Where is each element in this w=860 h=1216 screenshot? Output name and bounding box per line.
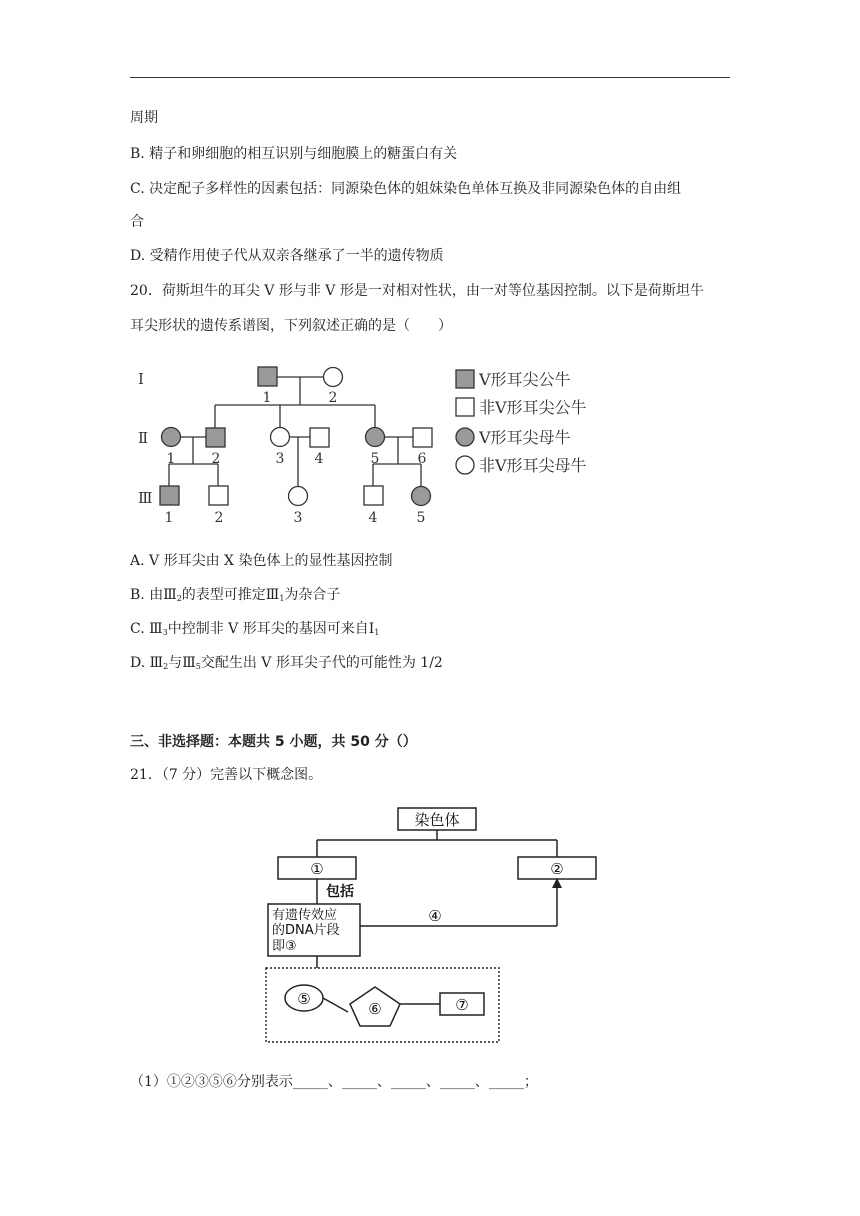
text-line: 合 [130,214,144,230]
gene-label-line-2: 的DNA片段 [272,923,340,938]
option-d-19: D. 受精作用使子代从双亲各继承了一半的遗传物质 [130,248,444,264]
individual-number: 3 [275,451,285,467]
option-c-19: C. 决定配子多样性的因素包括：同源染色体的姐妹染色单体互换及非同源染色体的自由组 [130,181,682,197]
question-20-line-1: 20．荷斯坦牛的耳尖 V 形与非 V 形是一对相对性状，由一对等位基因控制。以下是荷斯坦牛 [130,283,704,299]
individual-number: 5 [416,510,426,526]
option-d-20: D. $Ⅲ_2$与$Ⅲ_5$交配生出 V 形耳尖子代的可能性为 1/2 [130,655,443,671]
option-c-20: C. $Ⅲ_3$中控制非 V 形耳尖的基因可来自$Ⅰ_1$ [130,621,380,637]
text-line: 周期 [130,110,158,126]
individual-number: 1 [164,510,174,526]
individual-number: 3 [293,510,303,526]
pedigree-chart [130,358,630,530]
individual-number: 5 [370,451,380,467]
individual-number: 2 [214,510,224,526]
question-21: 21．（7 分）完善以下概念图。 [130,767,323,783]
node-7: ⑦ [455,996,469,1014]
node-1: ① [310,860,324,878]
individual-number: 2 [328,390,338,406]
legend-label: 非V形耳尖母牛 [479,456,587,475]
legend-label: V形耳尖公牛 [479,370,571,389]
individual-number: 4 [368,510,378,526]
question-20-line-2: 耳尖形状的遗传系谱图，下列叙述正确的是（ ） [130,318,452,334]
node-5: ⑤ [297,990,311,1008]
individual-number: 6 [417,451,427,467]
gene-label-line-3: 即③ [272,939,297,954]
individual-number: 4 [314,451,324,467]
legend-label: V形耳尖母牛 [479,428,571,447]
individual-number: 1 [166,451,176,467]
gene-label-line-1: 有遗传效应 [272,908,338,923]
legend-label: 非V形耳尖公牛 [479,398,587,417]
node-6: ⑥ [368,1000,382,1018]
node-2: ② [550,860,564,878]
generation-label: Ⅲ [138,489,153,507]
node-chromosome: 染色体 [414,811,460,829]
generation-label: I [138,370,144,388]
generation-label: Ⅱ [138,429,149,447]
section-heading: 三、非选择题：本题共 5 小题，共 50 分（） [130,734,417,750]
option-b-19: B. 精子和卵细胞的相互识别与细胞膜上的糖蛋白有关 [130,146,458,162]
concept-map [260,800,564,1050]
individual-number: 1 [262,390,272,406]
arrow-label-4: ④ [428,907,442,925]
header-rule [130,77,730,78]
label-include: 包括 [326,884,354,900]
individual-number: 2 [211,451,221,467]
question-21-part-1: （1）①②③⑤⑥分别表示_____、_____、_____、_____、_____； [130,1074,538,1090]
option-b-20: B. 由$Ⅲ_2$的表型可推定$Ⅲ_1$为杂合子 [130,587,341,603]
option-a-20: A. V 形耳尖由 X 染色体上的显性基因控制 [130,553,393,569]
